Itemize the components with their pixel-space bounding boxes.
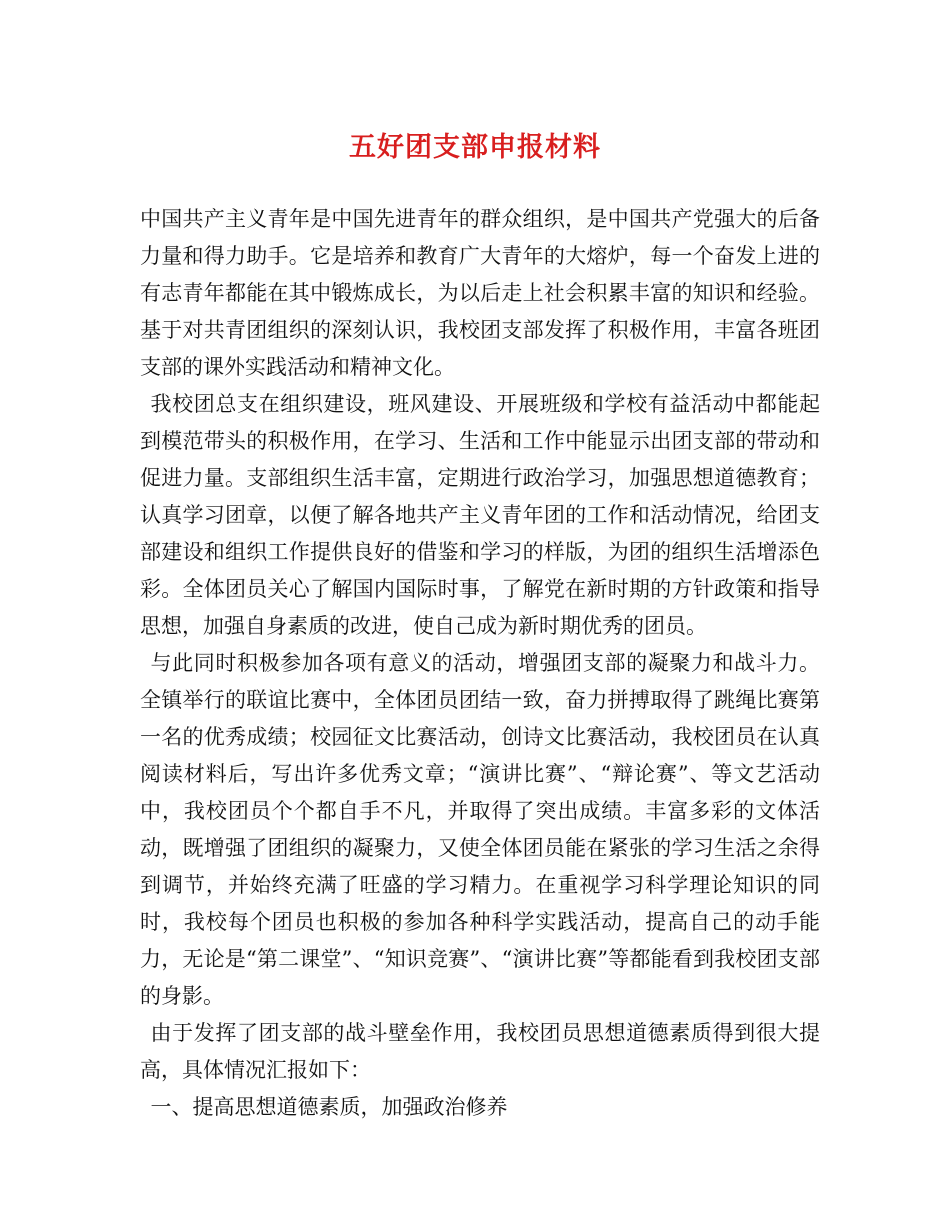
document-title: 五好团支部申报材料: [349, 132, 601, 163]
paragraph-summary: 由于发挥了团支部的战斗壁垒作用，我校团员思想道德素质得到很大提高，具体情况汇报如下：: [140, 1021, 820, 1082]
document-body: [140, 201, 820, 1126]
section-heading-1: 一、提高思想道德素质，加强政治修养: [150, 1095, 508, 1119]
paragraph-activities: 与此同时积极参加各项有意义的活动，增强团支部的凝聚力和战斗力。全镇举行的联谊比赛中，全体团员团结一致，奋力拼搏取得了跳绳比赛第一名的优秀成绩；校园征文比赛活动，创诗文比赛活动，我校团员在认真阅读材料后，写出许多优秀文章；“演讲比赛”、“辩论赛”、等文艺活动中，我校团员个个都自手不凡，并取得了突出成绩。丰富多彩的文体活动，既增强了团组织的凝聚力，又使全体团员能在紧张的学习生活之余得到调节，并始终充满了旺盛的学习精力。在重视学习科学理论知识的同时，我校每个团员也积极的参加各种科学实践活动，提高自己的动手能力，无论是“第二课堂”、“知识竞赛”、“演讲比赛”等都能看到我校团支部的身影。: [140, 651, 820, 1008]
paragraph-organization: 我校团总支在组织建设，班风建设、开展班级和学校有益活动中都能起到模范带头的积极作用，在学习、生活和工作中能显示出团支部的带动和促进力量。支部组织生活丰富，定期进行政治学习，加强思想道德教育；认真学习团章，以便了解各地共产主义青年团的工作和活动情况，给团支部建设和组织工作提供良好的借鉴和学习的样版，为团的组织生活增添色彩。全体团员关心了解国内国际时事，了解党在新时期的方针政策和指导思想，加强自身素质的改进，使自己成为新时期优秀的团员。: [140, 392, 820, 638]
paragraph-intro: 中国共产主义青年是中国先进青年的群众组织，是中国共产党强大的后备力量和得力助手。它是培养和教育广大青年的大熔炉，每一个奋发上进的有志青年都能在其中锻炼成长，为以后走上社会积累丰富的知识和经验。基于对共青团组织的深刻认识，我校团支部发挥了积极作用，丰富各班团支部的课外实践活动和精神文化。: [140, 207, 820, 379]
